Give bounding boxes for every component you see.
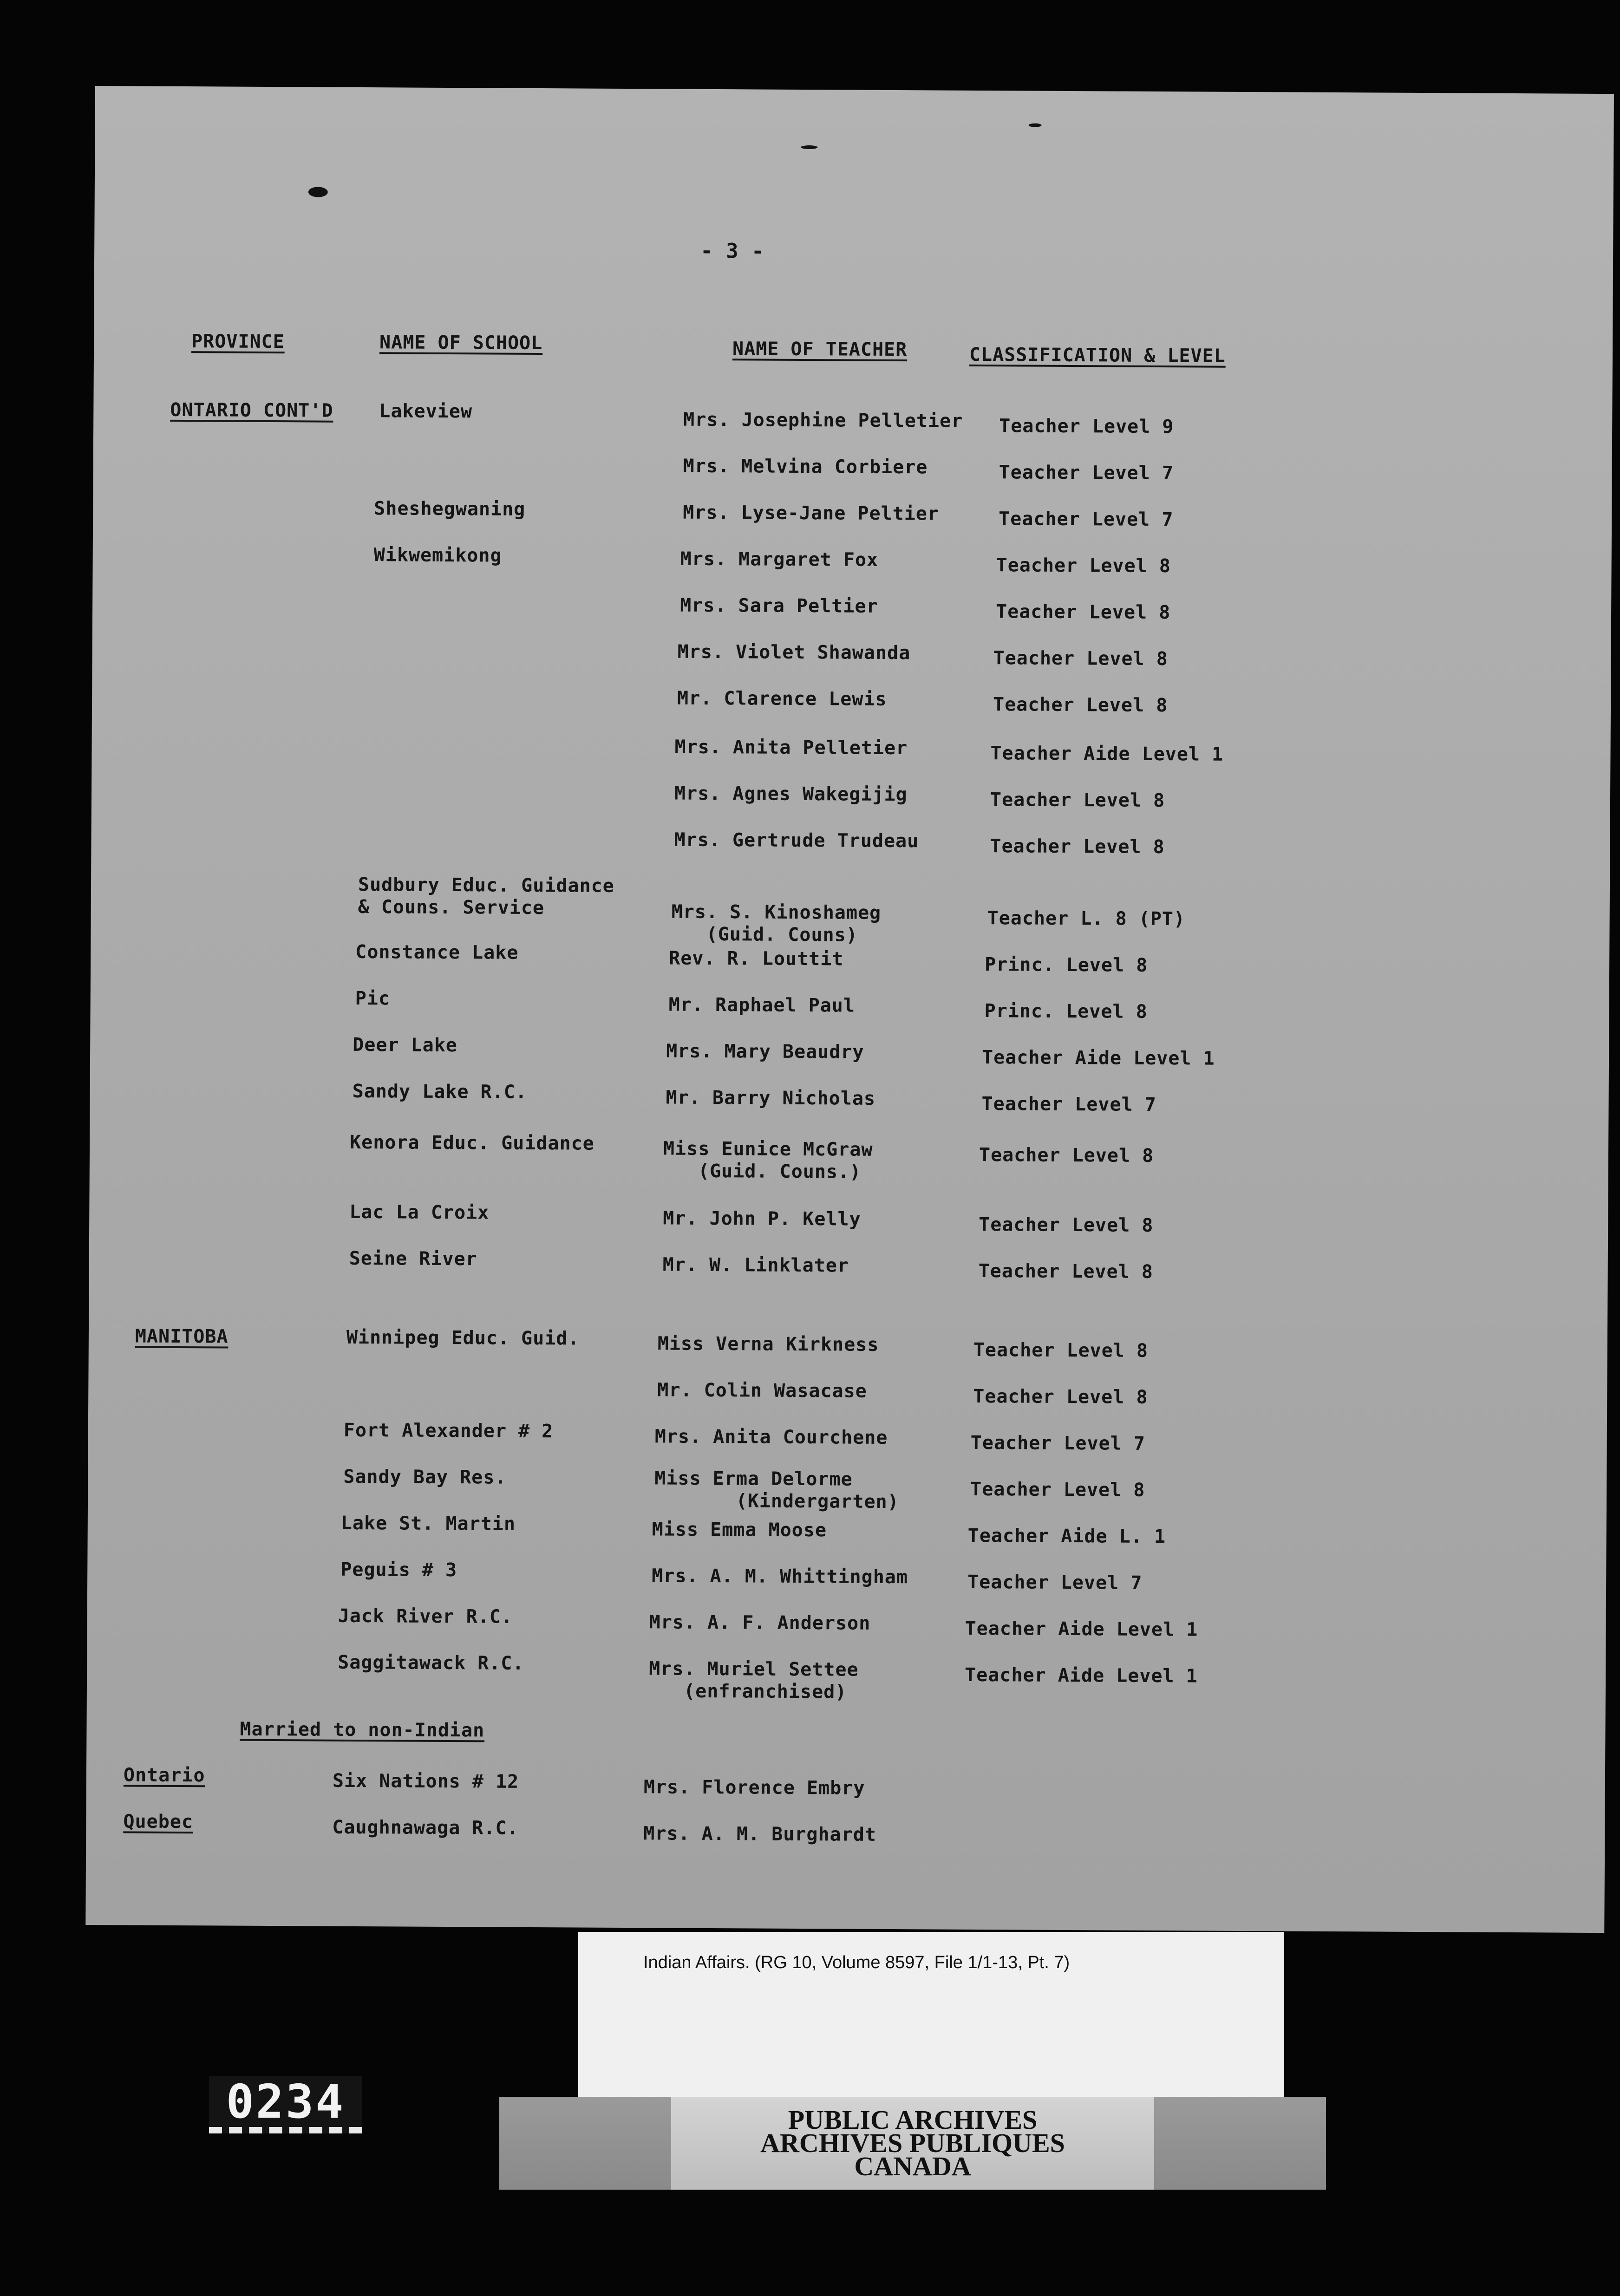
- teacher-name: Mr. Clarence Lewis: [677, 687, 887, 710]
- school-name: Sheshegwaning: [374, 498, 526, 520]
- page-number: - 3 -: [700, 239, 764, 263]
- province-manitoba: MANITOBA: [135, 1325, 229, 1348]
- archive-reference-label: [578, 1932, 1284, 2122]
- header-teacher: NAME OF TEACHER: [732, 338, 908, 361]
- teacher-name: Miss Erma Delorme (Kindergarten): [654, 1468, 899, 1513]
- classification-level: Teacher Aide Level 1: [965, 1618, 1198, 1641]
- teacher-name: Mrs. Anita Courchene: [654, 1426, 888, 1448]
- classification-level: Teacher Level 7: [999, 508, 1174, 531]
- teacher-name: Mr. Colin Wasacase: [657, 1379, 867, 1402]
- teacher-name: Mr. W. Linklater: [662, 1254, 849, 1277]
- teacher-name: Mrs. Agnes Wakegijig: [674, 783, 908, 806]
- classification-level: Teacher Level 8: [995, 601, 1171, 624]
- teacher-name: Mrs. S. Kinoshameg (Guid. Couns): [671, 901, 882, 946]
- classification-level: Teacher Level 8: [978, 1260, 1154, 1283]
- school-name: Wikwemikong: [373, 544, 502, 567]
- school-name: Constance Lake: [355, 941, 519, 964]
- teacher-name: Mrs. Margaret Fox: [680, 548, 879, 571]
- classification-level: Teacher L. 8 (PT): [987, 907, 1186, 930]
- archive-line-2: ARCHIVES PUBLIQUES: [760, 2128, 1065, 2158]
- teacher-name: Mr. Raphael Paul: [668, 994, 856, 1017]
- classification-level: Teacher Level 8: [973, 1339, 1149, 1362]
- header-school: NAME OF SCHOOL: [379, 332, 543, 354]
- school-name: Winnipeg Educ. Guid.: [346, 1326, 580, 1350]
- school-name: Sandy Bay Res.: [343, 1466, 507, 1488]
- province-ontario-contd: ONTARIO CONT'D: [170, 399, 333, 422]
- classification-level: Teacher Level 8: [993, 647, 1168, 670]
- teacher-name: Mrs. Violet Shawanda: [677, 641, 911, 664]
- school-name: Peguis # 3: [340, 1559, 457, 1581]
- teacher-name: Mrs. Josephine Pelletier: [683, 409, 963, 432]
- school-name: Six Nations # 12: [332, 1770, 519, 1793]
- classification-level: Teacher Aide Level 1: [964, 1664, 1198, 1687]
- document-page: [85, 86, 1614, 1933]
- school-name: Lakeview: [379, 400, 473, 423]
- archive-stamp: [499, 2097, 1326, 2190]
- married-heading: Married to non-Indian: [240, 1718, 485, 1742]
- classification-level: Teacher Level 7: [970, 1432, 1146, 1455]
- province-name: Ontario: [123, 1764, 205, 1787]
- classification-level: Teacher Level 8: [973, 1385, 1148, 1408]
- teacher-name: Rev. R. Louttit: [669, 947, 844, 970]
- school-name: Jack River R.C.: [338, 1605, 513, 1628]
- ink-speck: [801, 145, 817, 149]
- classification-level: Teacher Level 7: [999, 462, 1174, 484]
- classification-level: Teacher Aide L. 1: [967, 1525, 1166, 1548]
- teacher-name: Mrs. A. M. Burghardt: [643, 1823, 877, 1846]
- classification-level: Teacher Level 8: [979, 1213, 1154, 1236]
- classification-level: Teacher Aide Level 1: [990, 743, 1224, 765]
- classification-level: Princ. Level 8: [984, 954, 1148, 976]
- school-name: Deer Lake: [353, 1034, 458, 1057]
- school-name: Sudbury Educ. Guidance & Couns. Service: [358, 874, 614, 919]
- classification-level: Princ. Level 8: [984, 1000, 1148, 1023]
- classification-level: Teacher Level 7: [981, 1093, 1156, 1115]
- archive-strip: [499, 2097, 1326, 2190]
- classification-level: Teacher Level 8: [990, 835, 1165, 858]
- teacher-name: Miss Eunice McGraw (Guid. Couns.): [663, 1138, 873, 1183]
- classification-level: Teacher Level 8: [979, 1144, 1154, 1167]
- header-classification: CLASSIFICATION & LEVEL: [969, 344, 1226, 367]
- teacher-name: Mrs. Sara Peltier: [680, 594, 878, 617]
- school-name: Sandy Lake R.C.: [352, 1080, 528, 1103]
- teacher-name: Mrs. A. M. Whittingham: [652, 1565, 908, 1588]
- school-name: Kenora Educ. Guidance: [349, 1131, 594, 1155]
- archive-reference-text: Indian Affairs. (RG 10, Volume 8597, File 1/1-13, Pt. 7): [643, 1953, 1070, 1972]
- province-name: Quebec: [123, 1811, 194, 1833]
- classification-level: Teacher Level 8: [990, 789, 1165, 812]
- school-name: Caughnawaga R.C.: [332, 1816, 519, 1839]
- teacher-name: Mrs. Anita Pelletier: [674, 736, 908, 759]
- archive-line-3: CANADA: [854, 2151, 971, 2181]
- classification-level: Teacher Level 8: [970, 1478, 1145, 1501]
- header-province: PROVINCE: [191, 331, 285, 353]
- teacher-name: Mrs. Florence Embry: [643, 1776, 865, 1799]
- teacher-name: Mr. Barry Nicholas: [666, 1087, 876, 1109]
- teacher-name: Mrs. Lyse-Jane Peltier: [683, 502, 940, 525]
- school-name: Fort Alexander # 2: [343, 1419, 554, 1442]
- school-name: Pic: [355, 987, 391, 1010]
- teacher-name: Mr. John P. Kelly: [663, 1207, 861, 1230]
- school-name: Lac La Croix: [349, 1201, 490, 1224]
- school-name: Seine River: [349, 1247, 477, 1270]
- teacher-name: Mrs. Melvina Corbiere: [683, 455, 928, 478]
- teacher-name: Mrs. Mary Beaudry: [666, 1040, 864, 1063]
- teacher-name: Miss Emma Moose: [652, 1519, 827, 1541]
- classification-level: Teacher Level 9: [999, 415, 1174, 438]
- classification-level: Teacher Level 8: [996, 554, 1171, 577]
- school-name: Lake St. Martin: [340, 1512, 516, 1535]
- teacher-name: Mrs. Muriel Settee (enfranchised): [648, 1658, 859, 1703]
- classification-level: Teacher Aide Level 1: [981, 1047, 1215, 1070]
- frame-number: 0234: [209, 2076, 362, 2133]
- classification-level: Teacher Level 7: [967, 1571, 1143, 1594]
- ink-speck: [1029, 124, 1042, 127]
- ink-speck: [308, 187, 328, 197]
- archive-line-1: PUBLIC ARCHIVES: [788, 2105, 1038, 2135]
- teacher-name: Mrs. Gertrude Trudeau: [674, 829, 919, 852]
- classification-level: Teacher Level 8: [993, 694, 1168, 717]
- teacher-name: Miss Verna Kirkness: [657, 1333, 879, 1356]
- teacher-name: Mrs. A. F. Anderson: [649, 1611, 871, 1634]
- school-name: Saggitawack R.C.: [338, 1651, 524, 1674]
